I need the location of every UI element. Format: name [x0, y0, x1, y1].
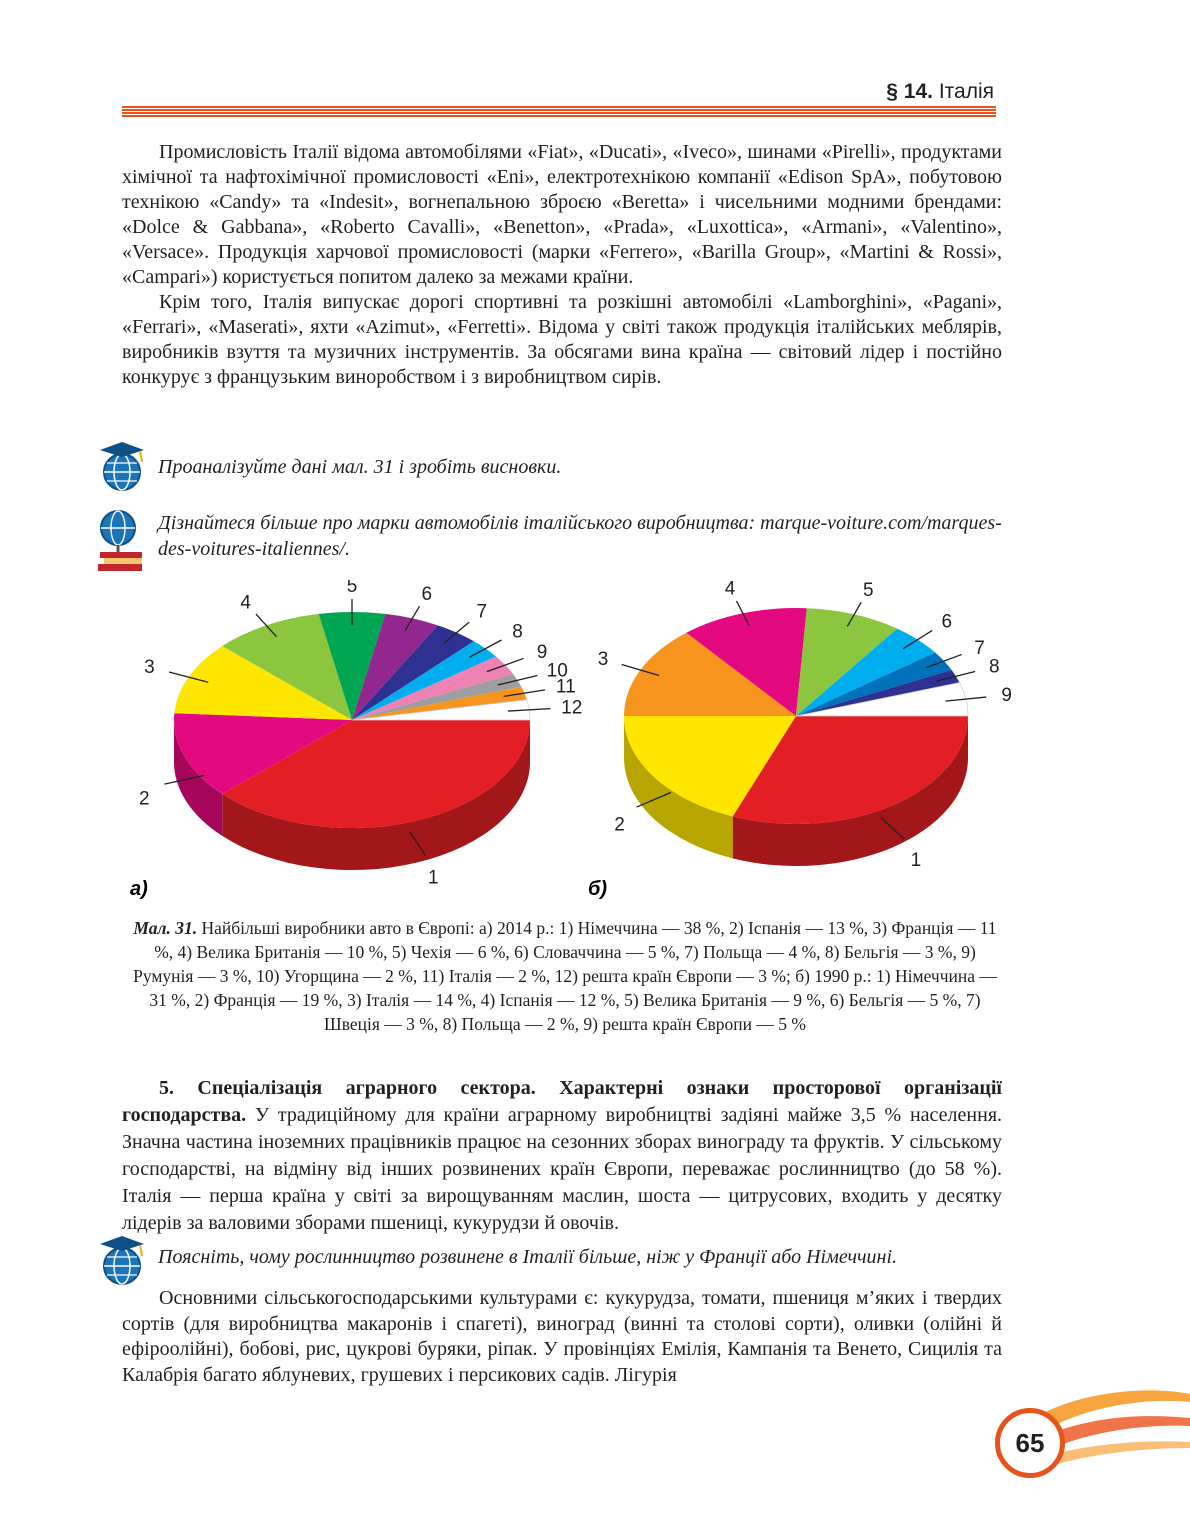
- pieb-label-3: 3: [597, 648, 609, 670]
- globe-books-icon: [96, 508, 150, 574]
- task-explain: [96, 1234, 1006, 1286]
- figure-caption: [130, 916, 1000, 1036]
- pieb-label-9: 9: [1001, 685, 1012, 707]
- task-analyze-text: Проаналізуйте дані мал. 31 і зробіть висновки.: [158, 456, 562, 478]
- piea-label-2: 2: [139, 788, 150, 810]
- paragraph-luxury: Крім того, Італія випускає дорогі спортивні та розкішні автомобілі «Lamborghini», «Pagani», «Ferrari», «Maserati», яхти «Azimut», «Ferretti». Відома у світі також продукція італійських меблярів, виробників взуття та музичних інструментів. За обсягами вина країна — світовий лідер і постійно конкурує з французьким виноробством і з виробництвом сирів.: [122, 291, 1002, 388]
- section-text: У традиційному для країни аграрному виробництві задіяні майже 3,5 % населення. Значна частина іноземних працівників працює на сезонних зборах винограду та фруктів. У сільському господарстві, на відміну від інших розвинених країн Європи, переважає рослинництво (до 58 %). Італія — перша країна у світі за вирощуванням маслин, шоста — цитрусових, входить у десятку лідерів за валовими зборами пшениці, кукурудзи й овочів.: [122, 1104, 1003, 1234]
- section-body: [122, 1075, 1002, 1237]
- section-heading: 5. Спеціалізація аграрного сектора. Характерні ознаки просторової організації господарства.: [122, 1077, 1002, 1126]
- pieb-label-4: 4: [724, 580, 736, 600]
- pieb-label-1: 1: [910, 849, 922, 871]
- paragraph-crops: Основними сільськогосподарськими культурами є: кукурудза, томати, пшениця м’яких і твердих сортів (для виробництва макаронів і спагеті), виноград (винні та столові сорти), оливки (олійні й ефіроолійні), бобові, рис, цукрові буряки, ріпак. У провінціях Емілія, Кампанія та Венето, Сицилія та Калабрія багато яблуневих, грушевих і персикових садів. Лігурія: [122, 1287, 1002, 1386]
- pieb-label-8: 8: [989, 656, 1000, 678]
- piea-label-6: 6: [421, 583, 433, 605]
- task-learn-more: [96, 508, 1006, 574]
- pie-chart-1990: [598, 580, 1012, 871]
- section-title: Італія: [938, 80, 994, 103]
- piea-label-7: 7: [476, 601, 488, 623]
- section-agriculture: [122, 1075, 1002, 1237]
- section-number: § 14.: [886, 80, 933, 103]
- piea-label-11: 11: [555, 676, 576, 698]
- caption-label: Мал. 31.: [133, 918, 198, 938]
- pieb-label-5: 5: [862, 580, 874, 601]
- caption-text: Найбільші виробники авто в Європі: а) 2014 р.: 1) Німеччина — 38 %, 2) Іспанія — 13 %, 3) Франція — 11 %, 4) Велика Британія — 10 %, 5) Чехія — 6 %, 6) Словаччина — 5 %, 7) Польща — 4 %, 8) Бельгія — 3 %, 9) Румунія — 3 %, 10) Угорщина — 2 %, 11) Італія — 2 %, 12) решта країн Європи — 3 %; б) 1990 р.: 1) Німеччина — 31 %, 2) Франція — 19 %, 3) Італія — 14 %, 4) Іспанія — 12 %, 5) Велика Британія — 9 %, 6) Бельгія — 5 %, 7) Швеція — 3 %, 8) Польща — 2 %, 9) решта країн Європи — 5 %: [133, 918, 997, 1034]
- header-rule: [122, 106, 996, 117]
- graduation-globe-icon: [96, 440, 148, 492]
- pie-charts: [120, 580, 1020, 910]
- panel-label-a: а): [130, 878, 148, 900]
- pie-chart-2014: [139, 580, 582, 889]
- piea-label-3: 3: [144, 656, 155, 678]
- intro-text: [122, 140, 1002, 390]
- paragraph-industry: Промисловість Італії відома автомобілями «Fiat», «Ducati», «Iveco», шинами «Pirelli», продуктами хімічної та нафтохімічної промисловості «Eni», електротехнікою компанії «Edison SpA», побутовою технікою «Candy» та «Indesit», вогнепальною зброєю «Beretta» і чисельними модними брендами: «Dolce & Gabbana», «Roberto Cavalli», «Benetton», «Prada», «Luxottica», «Armani», «Valentino», «Versace». Продукція харчової промисловості (марки «Ferrero», «Barilla Group», «Martini & Rossi», «Campari») користується попитом далеко за межами країни.: [122, 141, 1002, 288]
- page-number: 65: [995, 1408, 1065, 1478]
- piea-label-1: 1: [427, 867, 439, 889]
- task-learn-more-text: Дізнайтеся більше про марки автомобілів італійського виробництва: marque-voiture.com/marques-des-voitures-italiennes/.: [158, 512, 1002, 560]
- figure-31: [120, 580, 1020, 910]
- task-explain-text: Поясніть, чому рослинництво розвинене в Італії більше, ніж у Франції або Німеччині.: [158, 1246, 898, 1268]
- panel-label-b: б): [588, 878, 608, 900]
- crops-text: [122, 1286, 1002, 1388]
- pieb-label-2: 2: [614, 814, 625, 836]
- piea-label-8: 8: [512, 621, 523, 643]
- piea-label-5: 5: [346, 580, 358, 598]
- piea-label-12: 12: [561, 697, 583, 719]
- task-analyze: [96, 440, 1006, 494]
- running-header: [886, 80, 994, 104]
- piea-label-9: 9: [536, 641, 548, 663]
- piea-label-10: 10: [546, 660, 568, 682]
- pieb-label-6: 6: [941, 611, 953, 633]
- pieb-label-7: 7: [974, 637, 985, 659]
- piea-label-4: 4: [240, 592, 251, 614]
- graduation-globe-icon: [96, 1234, 148, 1286]
